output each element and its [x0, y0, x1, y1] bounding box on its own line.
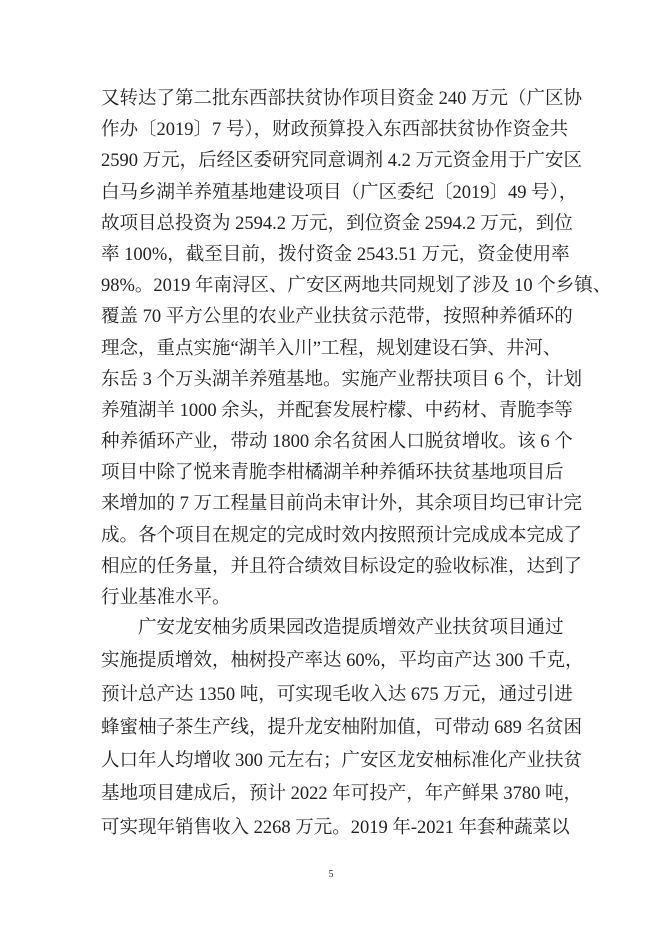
text-line: 实施提质增效，柚树投产率达 60%，平均亩产达 300 千克， — [101, 651, 584, 672]
text-line: 基地项目建成后，预计 2022 年可投产，年产鲜果 3780 吨， — [101, 784, 583, 805]
text-line: 相应的任务量，并且符合绩效目标设定的验收标准，达到了 — [101, 556, 583, 577]
text-line: 又转达了第二批东西部扶贫协作项目资金 240 万元（广区协 — [101, 89, 583, 109]
text-line: 理念，重点实施“湖羊入川”工程，规划建设石笋、井河、 — [101, 338, 562, 359]
text-line: 可实现年销售收入 2268 万元。2019 年-2021 年套种蔬菜以 — [101, 817, 570, 838]
text-line: 东岳 3 个万头湖羊养殖基地。实施产业帮扶项目 6 个，计划 — [101, 369, 583, 390]
text-line: 作办〔2019〕7 号），财政预算投入东西部扶贫协作资金共 — [101, 120, 569, 141]
text-line: 98%。2019 年南浔区、广安区两地共同规划了涉及 10 个乡镇、 — [101, 276, 612, 297]
text-line: 成。各个项目在规定的完成时效内按照预计完成成本完成了 — [101, 525, 583, 546]
text-line: 预计总产达 1350 吨，可实现毛收入达 675 万元，通过引进 — [101, 684, 573, 705]
text-line: 率 100%，截至目前，拨付资金 2543.51 万元，资金使用率 — [101, 244, 570, 265]
text-line: 行业基准水平。 — [101, 588, 231, 608]
page-number: 5 — [328, 869, 334, 880]
text-line: 人口年人均增收 300 元左右；广安区龙安柚标准化产业扶贫 — [101, 751, 583, 772]
text-line: 项目中除了悦来青脆李柑橘湖羊种养循环扶贫基地项目后 — [101, 463, 564, 484]
text-line: 养殖湖羊 1000 余头，并配套发展柠檬、中药材、青脆李等 — [101, 400, 573, 421]
text-line: 覆盖 70 平方公里的农业产业扶贫示范带，按照种养循环的 — [101, 307, 573, 328]
text-line: 白马乡湖羊养殖基地建设项目（广区委纪〔2019〕49 号）， — [101, 182, 578, 203]
text-line: 来增加的 7 万工程量目前尚未审计外，其余项目均已审计完 — [101, 494, 583, 515]
text-line: 故项目总投资为 2594.2 万元，到位资金 2594.2 万元，到位 — [101, 213, 573, 234]
text-line: 蜂蜜柚子茶生产线，提升龙安柚附加值，可带动 689 名贫困 — [101, 717, 583, 738]
text-line: 2590 万元，后经区委研究同意调剂 4.2 万元资金用于广安区 — [101, 151, 583, 172]
text-line: 种养循环产业，带动 1800 余名贫困人口脱贫增收。该 6 个 — [101, 432, 573, 453]
paragraph-2 — [101, 612, 584, 845]
text-line: 广安龙安柚劣质果园改造提质增效产业扶贫项目通过 — [138, 618, 564, 638]
paragraph-1 — [101, 84, 612, 614]
